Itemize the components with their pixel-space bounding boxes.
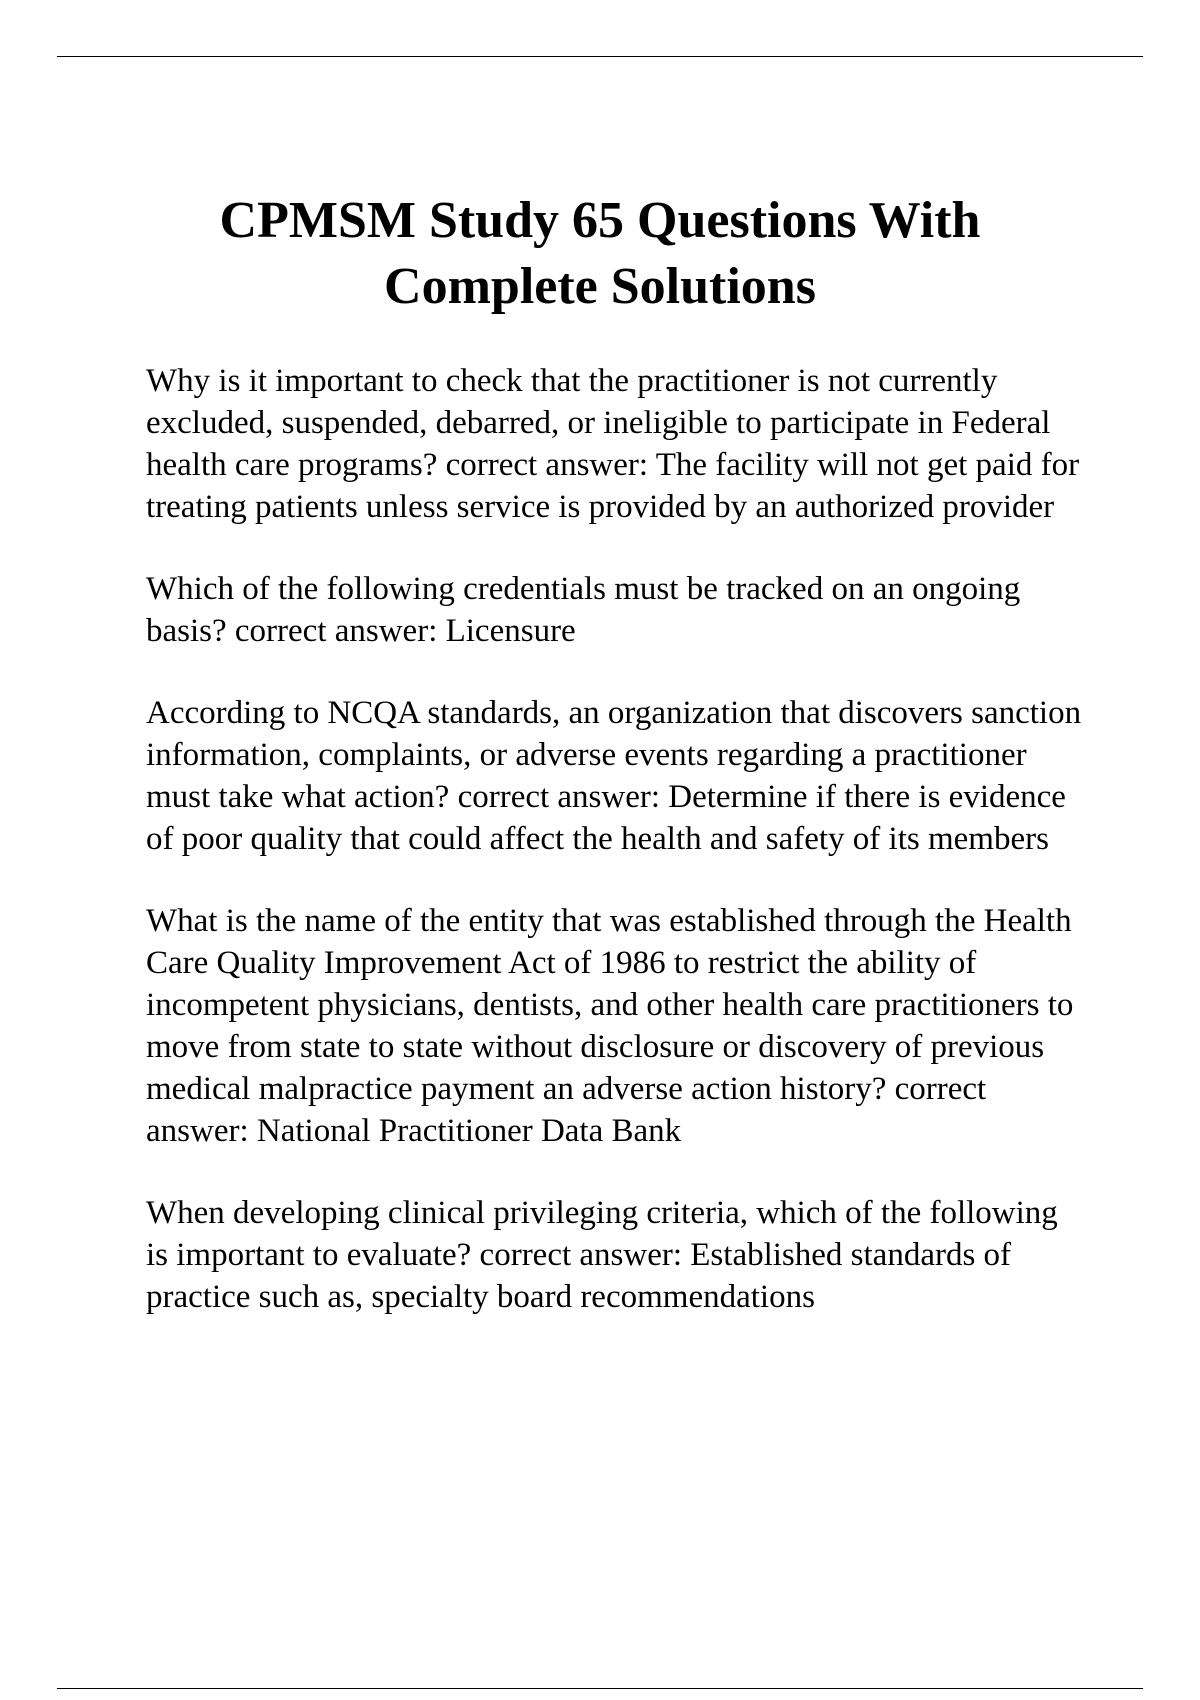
document-title (120, 188, 1080, 320)
header-rule (57, 56, 1143, 57)
title-line-1: CPMSM Study 65 Questions With (219, 192, 981, 249)
question-item: Why is it important to check that the practitioner is not currently excluded, suspended, debarred, or ineligible to participate in Federal health care programs? correct answer: The facility will not get paid for treating patients unless service is provided by an authorized provider (146, 363, 1080, 525)
footer-rule (57, 1688, 1143, 1689)
question-item: What is the name of the entity that was established through the Health Care Quality Improvement Act of 1986 to restrict the ability of incompetent physicians, dentists, and other health care practitioners to move from state to state without disclosure or discovery of previous medical malpractice payment an adverse action history? correct answer: National Practitioner Data Bank (146, 903, 1074, 1149)
question-list (146, 360, 1086, 1358)
question-item: When developing clinical privileging criteria, which of the following is important to evaluate? correct answer: Established standards of practice such as, specialty board recommendations (146, 1195, 1058, 1315)
title-line-2: Complete Solutions (384, 258, 816, 315)
question-item: Which of the following credentials must be tracked on an ongoing basis? correct answer: Licensure (146, 571, 1021, 649)
question-item: According to NCQA standards, an organization that discovers sanction information, complaints, or adverse events regarding a practitioner must take what action? correct answer: Determine if there is evidence of poor quality that could affect the health and safety of its members (146, 695, 1082, 857)
